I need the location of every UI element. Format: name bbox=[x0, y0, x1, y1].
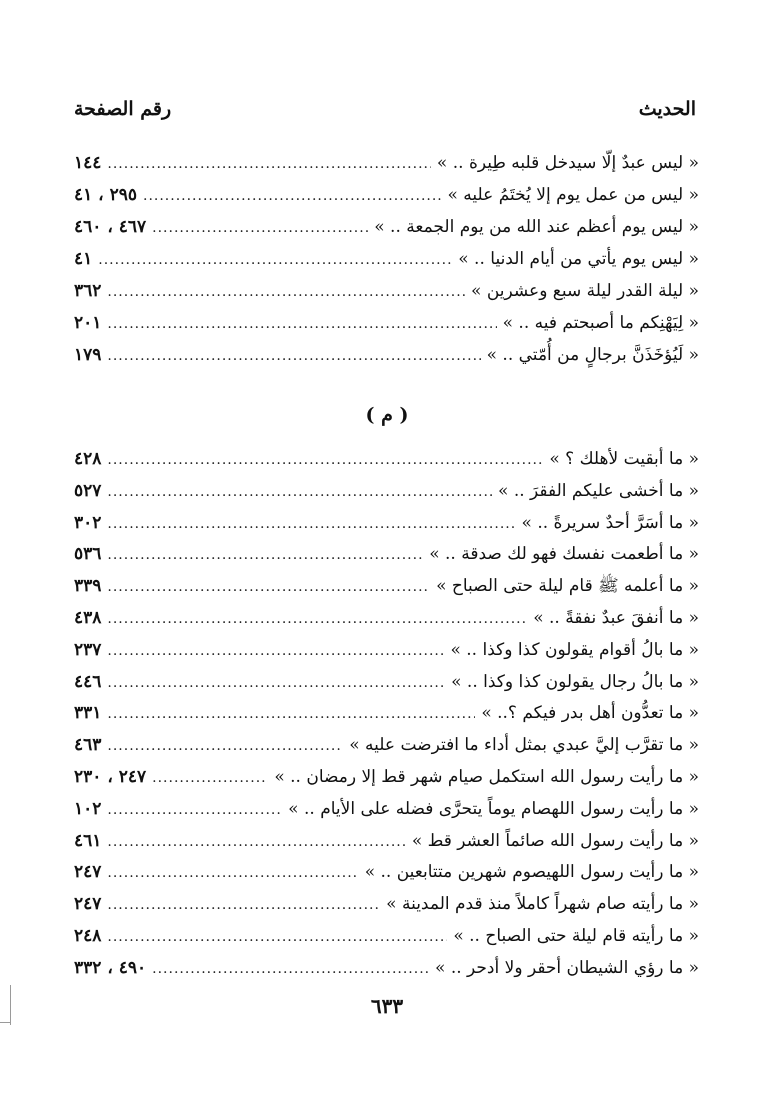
hadith-text: « ما أبقيت لأهلك ؟ » bbox=[549, 449, 699, 469]
leader-dots bbox=[107, 699, 475, 731]
entry-page: ٣٦٢ bbox=[74, 281, 102, 301]
hadith-text: « ما رأيت رسول اللهصام يوماً يتحرَّى فضله على الأيام .. » bbox=[288, 798, 699, 819]
leader-dots bbox=[107, 276, 465, 308]
entry-page: ٣٣١ bbox=[74, 703, 102, 724]
hadith-text: « ليس من عمل يوم إلا يُختَمُ عليه » bbox=[447, 185, 699, 205]
hadith-text: « ما تقرَّب إليَّ عبدي بمثل أداء ما افترضت عليه » bbox=[349, 735, 699, 756]
leader-dots bbox=[107, 731, 343, 763]
index-entry bbox=[74, 698, 699, 730]
leader-dots bbox=[152, 763, 268, 795]
entry-page: ١٤٤ bbox=[74, 153, 102, 173]
entry-page: ٢٠١ bbox=[74, 313, 102, 333]
hadith-column-label: الحديث bbox=[638, 98, 696, 120]
entry-page: ٥٢٧ bbox=[74, 480, 102, 501]
leader-dots bbox=[107, 636, 444, 668]
index-entry bbox=[74, 921, 699, 953]
entry-page: ١٧٩ bbox=[74, 345, 102, 365]
hadith-text: « ليس يوم أعظم عند الله من يوم الجمعة .. » bbox=[374, 217, 699, 237]
entry-page: ٢٤٨ bbox=[74, 925, 102, 946]
entry-page: ٤٢٨ bbox=[74, 449, 102, 469]
index-entry bbox=[74, 179, 699, 211]
hadith-text: « ليلة القدر ليلة سبع وعشرين » bbox=[471, 281, 699, 301]
index-entry bbox=[74, 571, 699, 603]
index-entry bbox=[74, 794, 699, 826]
leader-dots bbox=[107, 340, 480, 372]
entry-page: ٢٤٧ ، ٢٣٠ bbox=[74, 766, 147, 787]
leader-dots bbox=[107, 668, 445, 700]
binding-margin-tick bbox=[0, 1022, 10, 1023]
index-entry bbox=[74, 147, 699, 179]
leader-dots bbox=[107, 540, 423, 572]
index-entry bbox=[74, 243, 699, 275]
hadith-text: « ما رأيت رسول الله صائماً العشر قط » bbox=[411, 830, 699, 851]
leader-dots bbox=[143, 180, 441, 212]
entry-page: ٤١ bbox=[74, 249, 93, 269]
index-list-laam bbox=[74, 147, 699, 371]
hadith-text: « ما أنفقَ عبدٌ نفقةً .. » bbox=[533, 607, 699, 628]
leader-dots bbox=[107, 148, 431, 180]
leader-dots bbox=[107, 509, 515, 541]
hadith-text: « ما رأيته قام ليلة حتى الصباح .. » bbox=[453, 925, 699, 946]
index-entry bbox=[74, 444, 699, 476]
leader-dots bbox=[107, 445, 543, 477]
entry-page: ٢٤٧ bbox=[74, 894, 102, 915]
leader-dots bbox=[107, 604, 527, 636]
hadith-text: « ما أسَرَّ أحدٌ سريرةً .. » bbox=[521, 512, 699, 533]
entry-page: ٢٣٧ bbox=[74, 639, 102, 660]
leader-dots bbox=[107, 890, 380, 922]
hadith-text: « ليس يوم يأتي من أيام الدنيا .. » bbox=[458, 249, 699, 269]
leader-dots bbox=[107, 572, 430, 604]
column-header bbox=[74, 92, 696, 126]
entry-page: ٤٦٣ bbox=[74, 735, 102, 756]
entry-page: ٢٩٥ ، ٤١ bbox=[74, 185, 137, 205]
entry-page: ١٠٢ bbox=[74, 798, 102, 819]
index-entry bbox=[74, 539, 699, 571]
leader-dots bbox=[107, 795, 282, 827]
index-entry bbox=[74, 275, 699, 307]
hadith-text: « ما رأيت رسول اللهيصوم شهرين متتابعين .. » bbox=[364, 862, 699, 883]
hadith-text: « ما تعدُّون أهل بدر فيكم ؟.. » bbox=[481, 703, 699, 724]
entry-page: ٤٦١ bbox=[74, 830, 102, 851]
leader-dots bbox=[107, 477, 492, 509]
index-entry bbox=[74, 953, 699, 985]
hadith-text: « ما أطعمت نفسك فهو لك صدقة .. » bbox=[429, 544, 699, 565]
hadith-text: « ما أخشى عليكم الفقرَ .. » bbox=[498, 480, 699, 501]
entry-page: ٥٣٦ bbox=[74, 544, 102, 565]
index-entry bbox=[74, 508, 699, 540]
section-heading-meem: ( م ) bbox=[365, 404, 409, 426]
index-entry bbox=[74, 635, 699, 667]
entry-page: ٤٦٧ ، ٤٦٠ bbox=[74, 217, 147, 237]
entry-page: ٣٣٩ bbox=[74, 576, 102, 597]
hadith-text: « ليس عبدٌ إلّا سيدخل قلبه طِيرة .. » bbox=[436, 153, 699, 173]
leader-dots bbox=[107, 827, 405, 859]
index-entry bbox=[74, 603, 699, 635]
hadith-text: « ما بالُ رجال يقولون كذا وكذا .. » bbox=[451, 671, 699, 692]
index-entry bbox=[74, 339, 699, 371]
entry-page: ٤٤٦ bbox=[74, 671, 102, 692]
index-entry bbox=[74, 307, 699, 339]
hadith-text: « ما أعلمه ﷺ قام ليلة حتى الصباح » bbox=[436, 576, 699, 597]
page-number: ٦٣٣ bbox=[370, 994, 404, 1018]
entry-page: ٣٠٢ bbox=[74, 512, 102, 533]
index-entry bbox=[74, 730, 699, 762]
index-entry bbox=[74, 476, 699, 508]
hadith-text: « ما رأيته صام شهراً كاملاً منذ قدم المدينة » bbox=[386, 894, 699, 915]
index-entry bbox=[74, 857, 699, 889]
page-number-column-label: رقم الصفحة bbox=[74, 98, 172, 120]
leader-dots bbox=[98, 244, 452, 276]
index-list-meem bbox=[74, 444, 699, 985]
entry-page: ٤٩٠ ، ٣٣٢ bbox=[74, 957, 147, 978]
index-entry bbox=[74, 826, 699, 858]
index-entry bbox=[74, 762, 699, 794]
leader-dots bbox=[152, 954, 429, 986]
leader-dots bbox=[107, 308, 496, 340]
hadith-text: « ما بالُ أقوام يقولون كذا وكذا .. » bbox=[450, 639, 699, 660]
leader-dots bbox=[107, 858, 358, 890]
leader-dots bbox=[152, 212, 368, 244]
index-entry bbox=[74, 889, 699, 921]
binding-margin-line bbox=[10, 985, 11, 1025]
hadith-text: « ما رأيت رسول الله استكمل صيام شهر قط إلا رمضان .. » bbox=[274, 766, 699, 787]
hadith-text: « ما رؤي الشيطان أحقر ولا أدحر .. » bbox=[435, 957, 699, 978]
index-entry bbox=[74, 667, 699, 699]
index-entry bbox=[74, 211, 699, 243]
entry-page: ٤٣٨ bbox=[74, 607, 102, 628]
hadith-text: « لِيَهْنِكم ما أصبحتم فيه .. » bbox=[502, 313, 699, 333]
leader-dots bbox=[107, 922, 447, 954]
hadith-text: « لَيُؤخَذَنَّ برجالٍ من أُمّتي .. » bbox=[486, 345, 699, 365]
entry-page: ٢٤٧ bbox=[74, 862, 102, 883]
